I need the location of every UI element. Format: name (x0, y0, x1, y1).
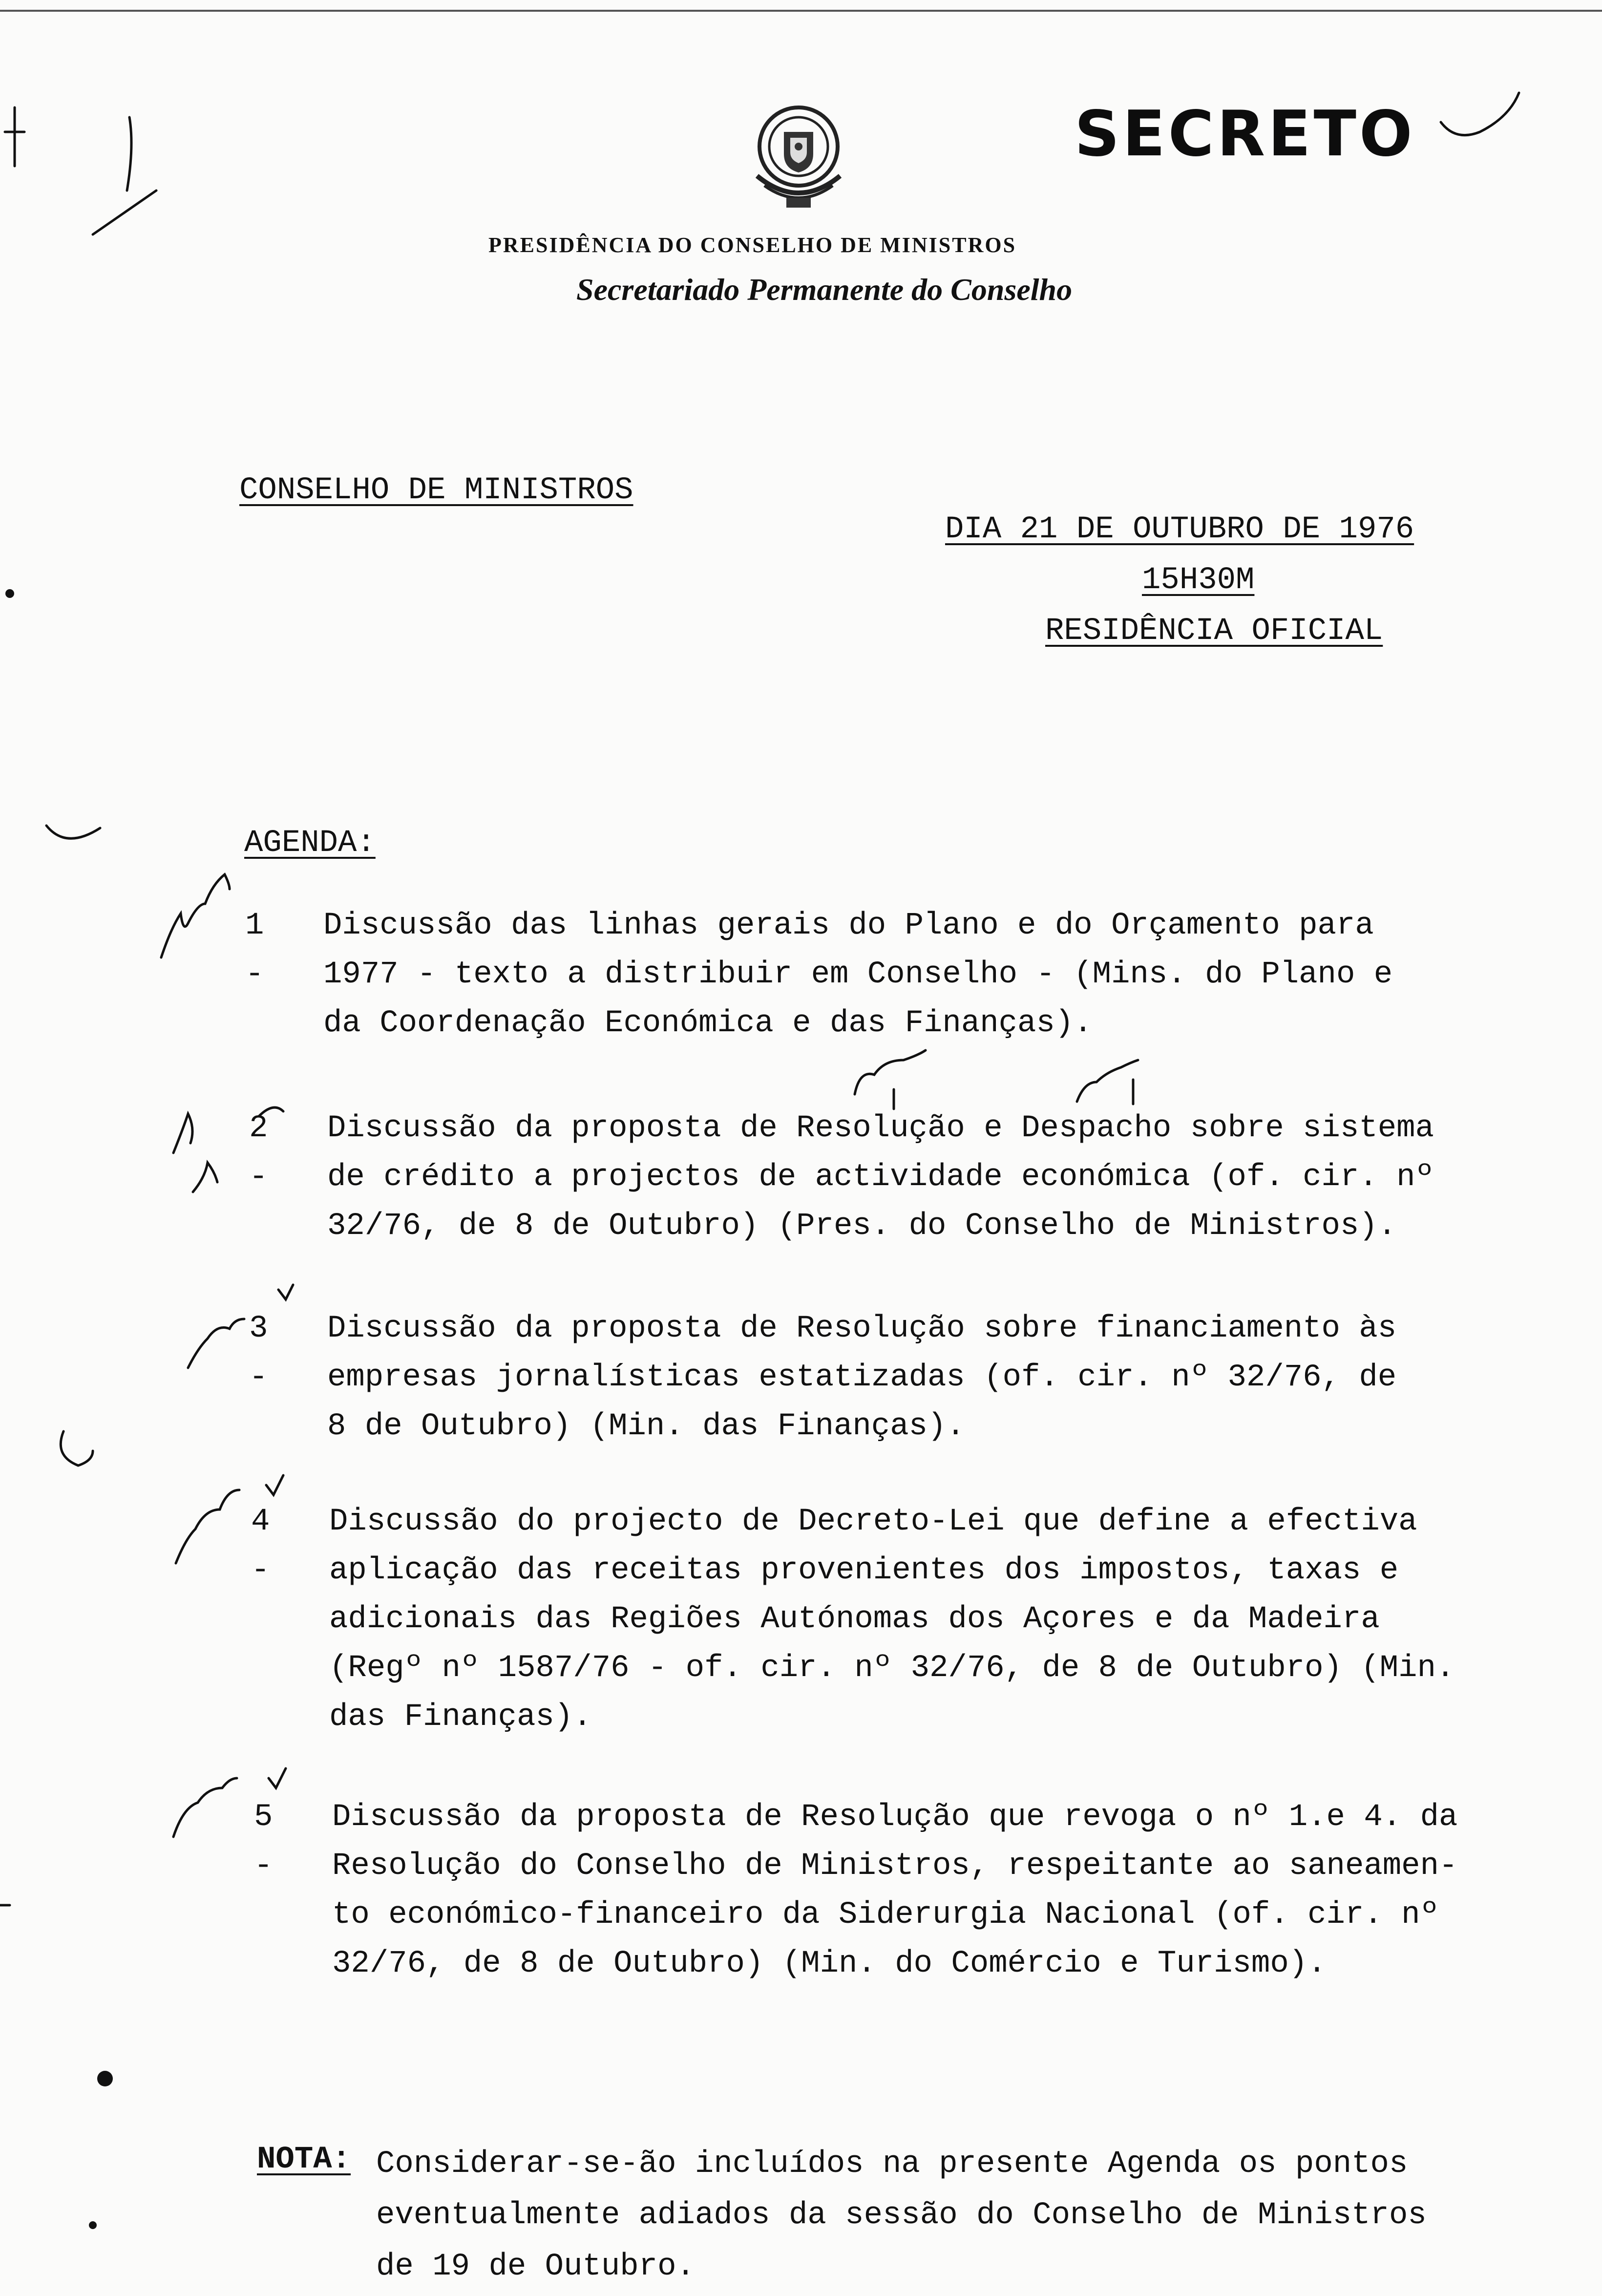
agenda-item-line: 8 de Outubro) (Min. das Finanças). (327, 1409, 965, 1444)
agenda-item-line: Discussão da proposta de Resolução que revoga o nº 1.e 4. da (332, 1800, 1458, 1835)
agenda-item-line: to económico-financeiro da Siderurgia Nacional (of. cir. nº (332, 1897, 1439, 1933)
agenda-item-line: aplicação das receitas provenientes dos impostos, taxas e (329, 1553, 1399, 1588)
agenda-heading: AGENDA: (244, 826, 376, 861)
agenda-item-line: das Finanças). (329, 1700, 592, 1735)
page-top-edge (0, 10, 1602, 12)
agenda-item-number: 2 - (249, 1111, 268, 1195)
agenda-item-line: 32/76, de 8 de Outubro) (Min. do Comércio e Turismo). (332, 1946, 1327, 1981)
meeting-body-title: CONSELHO DE MINISTROS (239, 473, 633, 508)
agenda-item-line: Discussão do projecto de Decreto-Lei que define a efectiva (329, 1504, 1417, 1539)
agenda-item-line: 32/76, de 8 de Outubro) (Pres. do Conselho de Ministros). (327, 1209, 1397, 1244)
agenda-item-line: de crédito a projectos de actividade económica (of. cir. nº (327, 1160, 1434, 1195)
nota-line: de 19 de Outubro. (376, 2249, 695, 2284)
agenda-item-line: adicionais das Regiões Autónomas dos Açores e da Madeira (329, 1602, 1380, 1637)
agenda-item-line: empresas jornalísticas estatizadas (of. cir. nº 32/76, de (327, 1360, 1397, 1395)
agenda-item-line: Discussão da proposta de Resolução sobre financiamento às (327, 1311, 1397, 1346)
nota-line: eventualmente adiados da sessão do Conselho de Ministros (376, 2198, 1427, 2233)
agenda-item-number: 5 - (254, 1800, 273, 1884)
header-department: Secretariado Permanente do Conselho (576, 272, 1073, 307)
agenda-item-line: (Regº nº 1587/76 - of. cir. nº 32/76, de 8 de Outubro) (Min. (329, 1651, 1455, 1686)
meeting-time: 15H30M (1142, 563, 1255, 598)
nota-line: Considerar-se-ão incluídos na presente Agenda os pontos (376, 2147, 1408, 2182)
agenda-item-line: 1977 - texto a distribuir em Conselho - (Mins. do Plano e (323, 957, 1393, 992)
agenda-item-number: 4 - (251, 1504, 270, 1588)
agenda-item-line: Resolução do Conselho de Ministros, respeitante ao saneamen- (332, 1849, 1458, 1884)
meeting-place: RESIDÊNCIA OFICIAL (1045, 614, 1383, 649)
agenda-item-number: 1 - (245, 908, 264, 992)
agenda-item-line: da Coordenação Económica e das Finanças). (323, 1006, 1093, 1041)
agenda-item-line: Discussão das linhas gerais do Plano e do Orçamento para (323, 908, 1374, 943)
header-organization: PRESIDÊNCIA DO CONSELHO DE MINISTROS (488, 233, 1017, 257)
nota-label: NOTA: (257, 2142, 351, 2177)
classification-stamp: SECRETO (1075, 98, 1415, 170)
meeting-date: DIA 21 DE OUTUBRO DE 1976 (945, 512, 1414, 547)
agenda-item-line: Discussão da proposta de Resolução e Despacho sobre sistema (327, 1111, 1434, 1146)
agenda-item-number: 3 - (249, 1311, 268, 1395)
